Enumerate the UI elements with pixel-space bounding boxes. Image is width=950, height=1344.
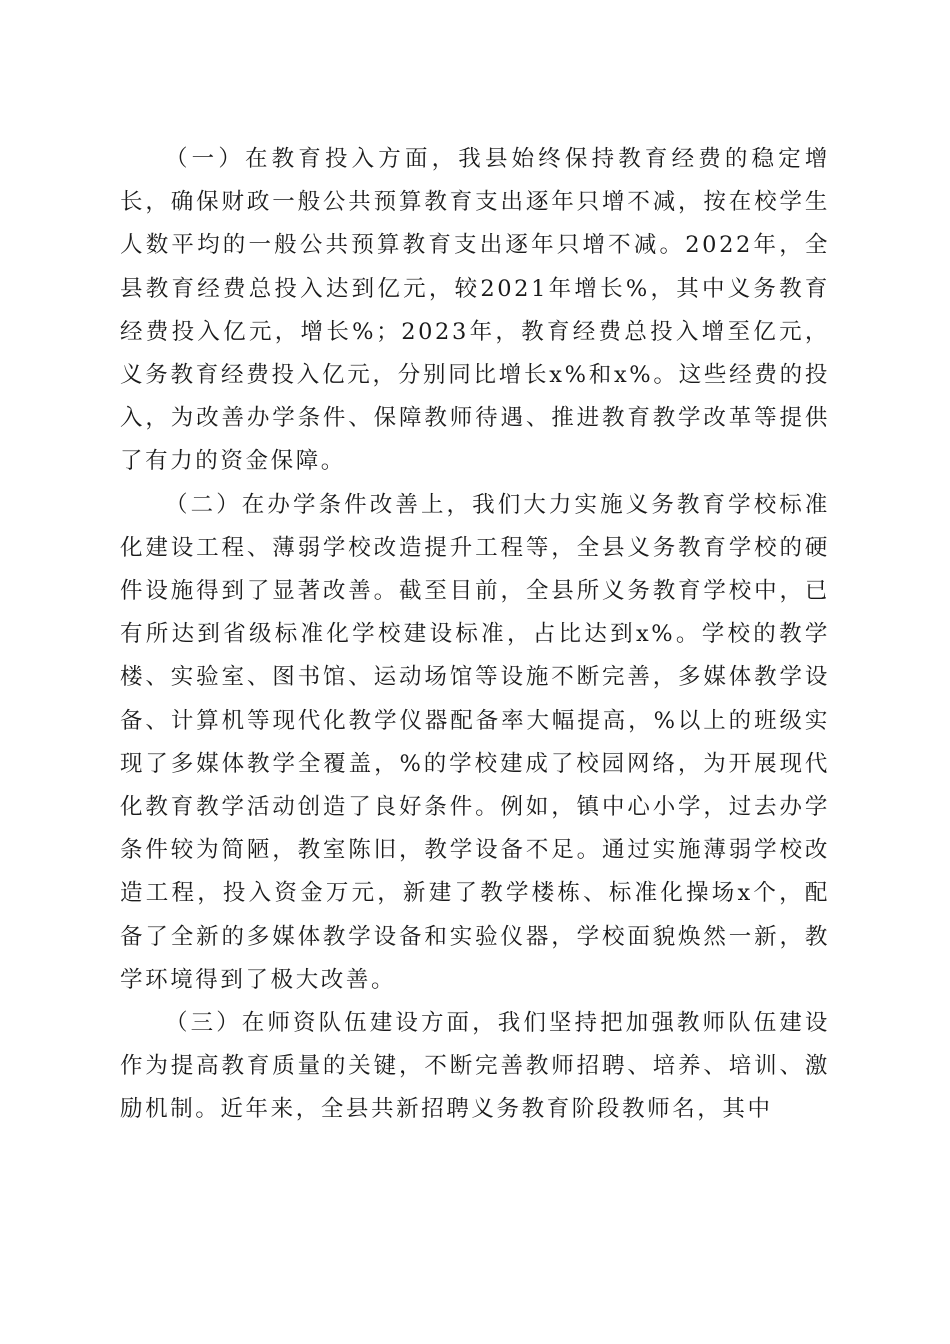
paragraph-teacher-team: （三）在师资队伍建设方面，我们坚持把加强教师队伍建设作为提高教育质量的关键，不断完善教师招聘、培养、培训、激励机制。近年来，全县共新招聘义务教育阶段教师名，其中 <box>120 1010 830 1123</box>
paragraph-education-investment: （一）在教育投入方面，我县始终保持教育经费的稳定增长，确保财政一般公共预算教育支出逐年只增不减，按在校学生人数平均的一般公共预算教育支出逐年只增不减。2022年，全县教育经费总投入达到亿元，较2021年增长%，其中义务教育经费投入亿元，增长%；2023年，教育经费总投入增至亿元，义务教育经费投入亿元，分别同比增长x%和x%。这些经费的投入，为改善办学条件、保障教师待遇、推进教育教学改革等提供了有力的资金保障。 <box>120 146 830 475</box>
paragraph-school-conditions: （二）在办学条件改善上，我们大力实施义务教育学校标准化建设工程、薄弱学校改造提升工程等，全县义务教育学校的硬件设施得到了显著改善。截至目前，全县所义务教育学校中，已有所达到省级标准化学校建设标准，占比达到x%。学校的教学楼、实验室、图书馆、运动场馆等设施不断完善，多媒体教学设备、计算机等现代化教学仪器配备率大幅提高，%以上的班级实现了多媒体教学全覆盖，%的学校建成了校园网络，为开展现代化教育教学活动创造了良好条件。例如，镇中心小学，过去办学条件较为简陋，教室陈旧，教学设备不足。通过实施薄弱学校改造工程，投入资金万元，新建了教学楼栋、标准化操场x个，配备了全新的多媒体教学设备和实验仪器，学校面貌焕然一新，教学环境得到了极大改善。 <box>120 491 830 993</box>
document-body <box>120 138 830 1132</box>
